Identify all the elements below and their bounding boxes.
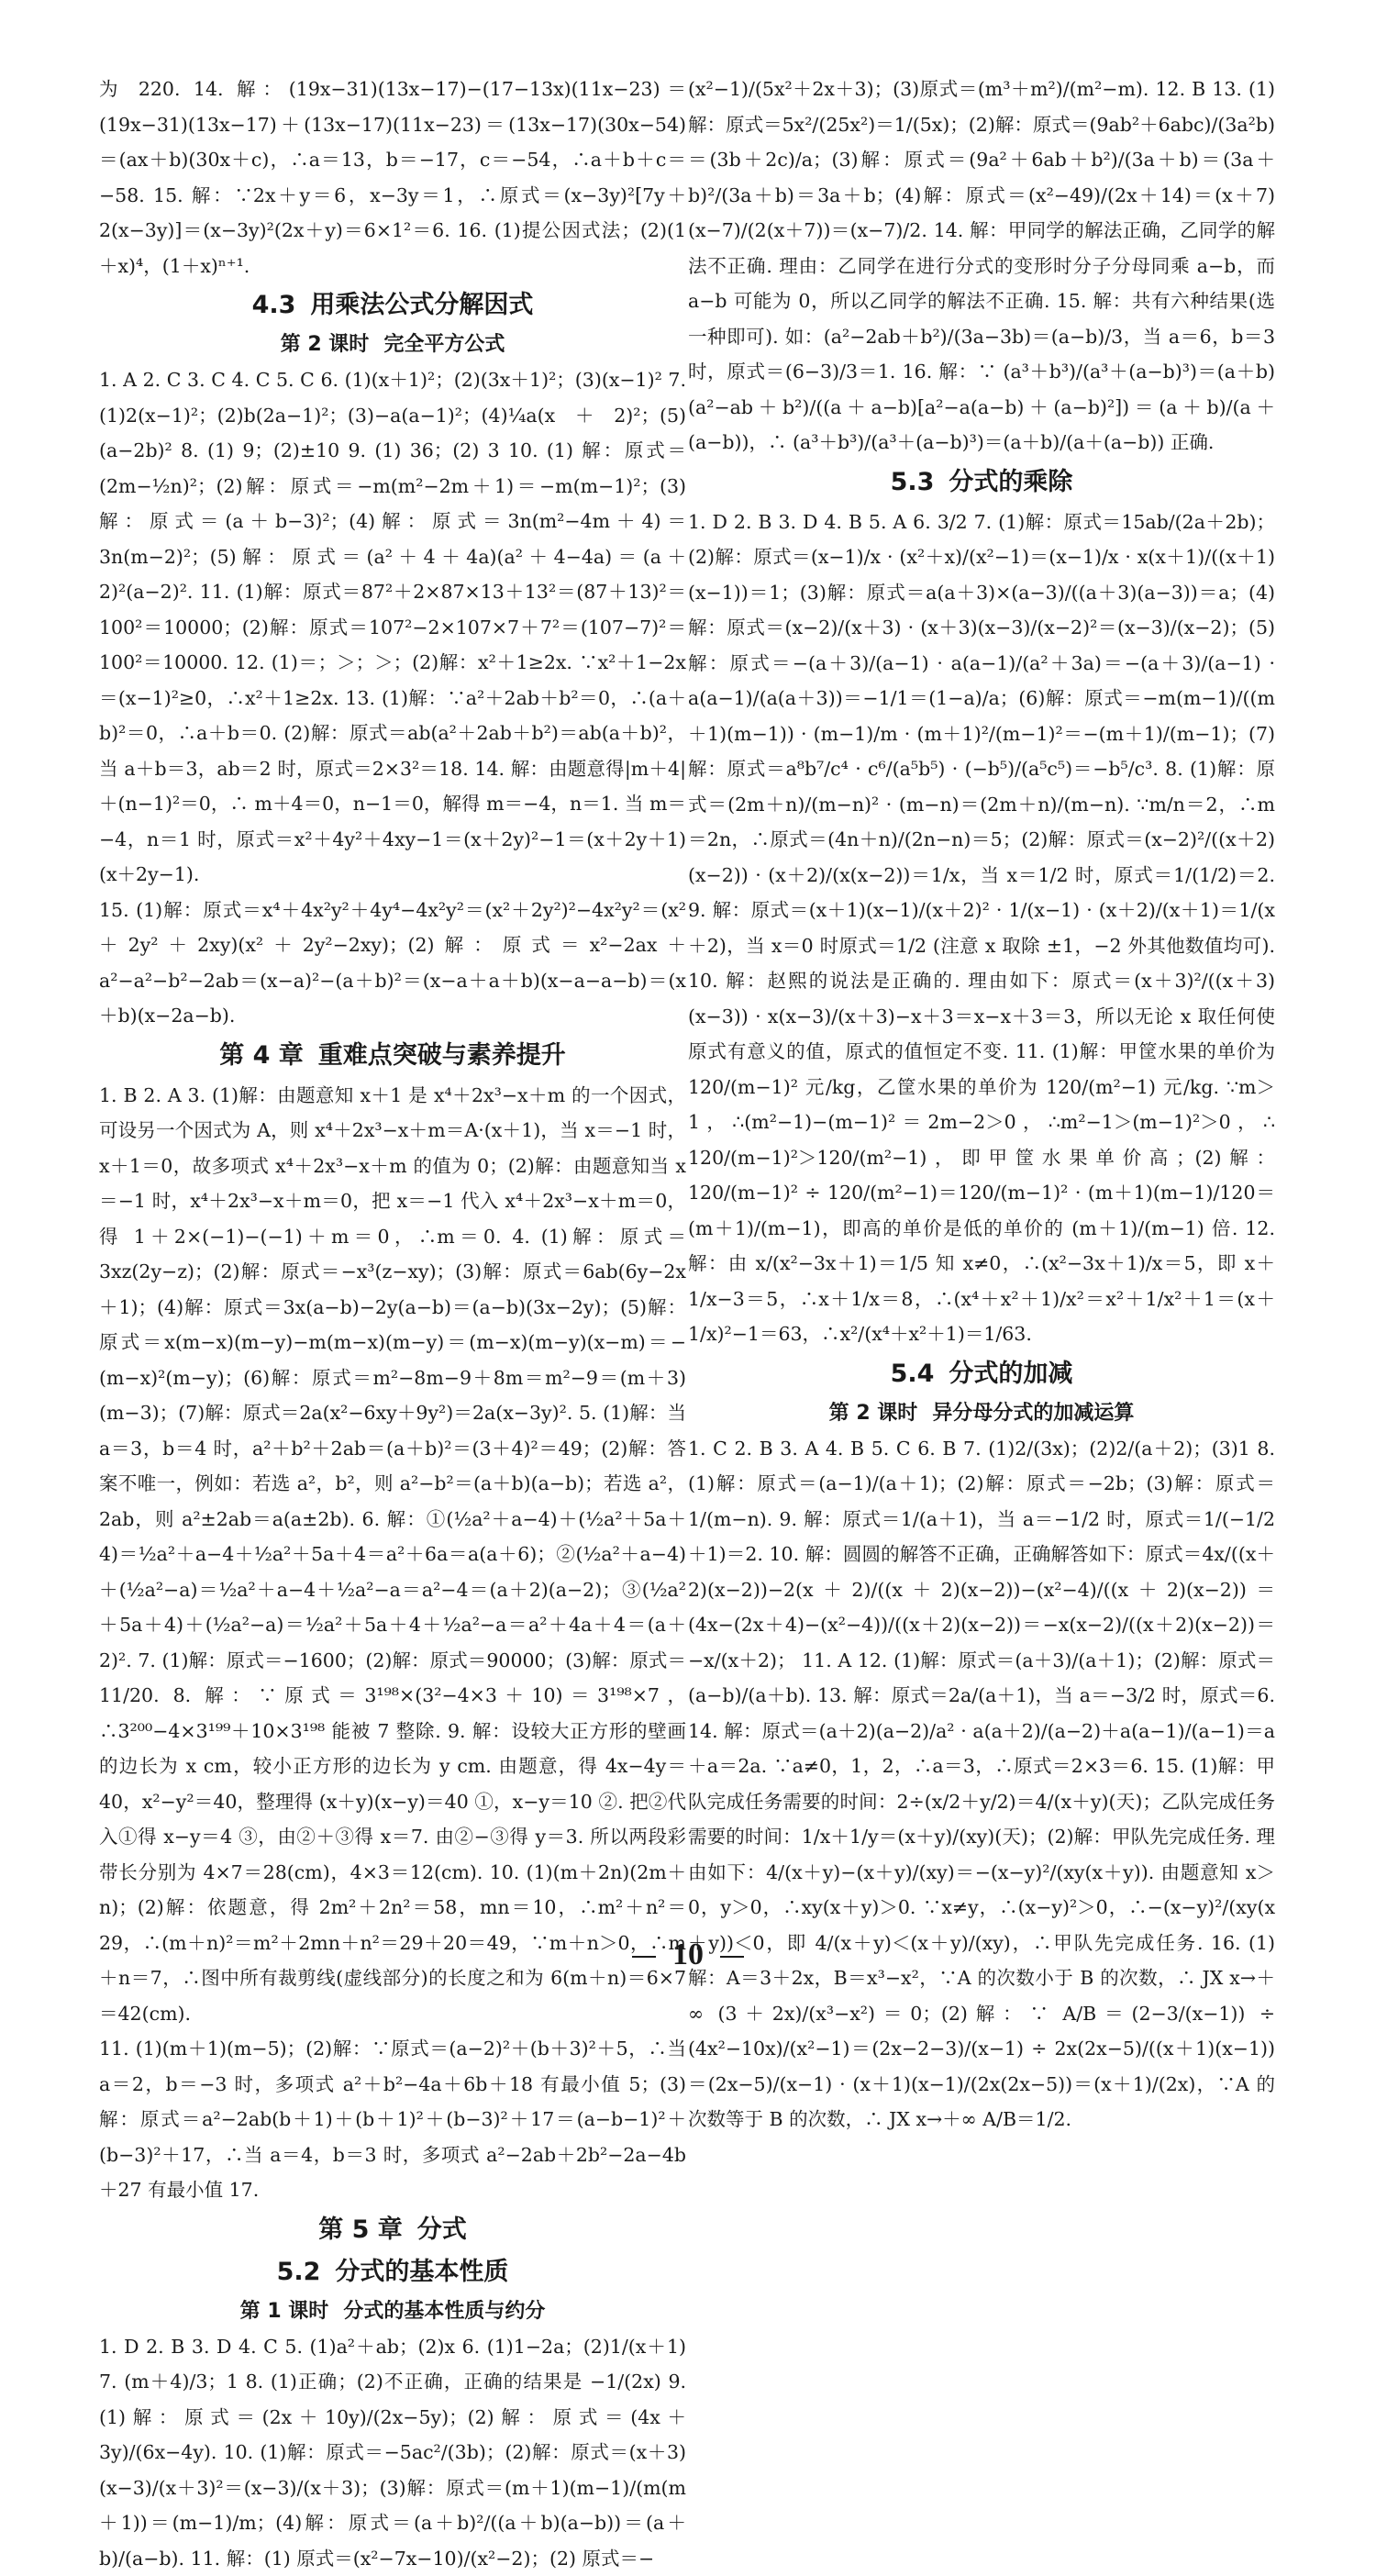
lesson-heading-4-3 [99, 328, 686, 362]
section-number: 5.2 [277, 2258, 321, 2286]
paragraph-5-4-answers: 1. C 2. B 3. A 4. B 5. C 6. B 7. (1)2/(3x)；(2)2/(a＋2)；(3)1 8. (1)解：原式＝(a−1)/(a＋1)；(2)解：原式＝−2b；(3)解：原式＝1/(m−n). 9. 解：原式＝1/(a＋1)，当 a＝−1/2 时，原式＝1/(−1/2＋1)＝2. 10. 解：圆圆的解答不正确，正确解答如下：原式＝4x/((x＋2)(x−2))−2(x＋2)/((x＋2)(x−2))−(x²−4)/((x＋2)(x−2))＝(4x−(2x＋4)−(x²−4))/((x＋2)(x−2))＝−x(x−2)/((x＋2)(x−2))＝−x/(x＋2)； 11. A 12. (1)解：原式＝(a＋3)/(a＋1)；(2)解：原式＝(a−b)/(a＋b). 13. 解：原式＝2a/(a＋1)，当 a＝−3/2 时，原式＝6. 14. 解：原式＝(a＋2)(a−2)/a² · a(a＋2)/(a−2)＋a(a−1)/(a−1)＝a＋a＝2a. ∵a≠0，1，2，∴a＝3，∴原式＝2×3＝6. 15. (1)解：甲队完成任务需要的时间：2÷(x/2＋y/2)＝4/(x＋y)(天)；乙队完成任务需要的时间：1/x＋1/y＝(x＋y)/(xy)(天)；(2)解：甲队先完成任务. 理由如下：4/(x＋y)−(x＋y)/(xy)＝−(x−y)²/(xy(x＋y)). 由题意知 x＞0，y＞0，∴xy(x＋y)＞0. ∵x≠y，∴(x−y)²＞0，∴−(x−y)²/(xy(x＋y))＜0，即 4/(x＋y)＜(x＋y)/(xy)，∴甲队先完成任务. 16. (1)解：A＝3＋2x，B＝x³−x²，∵A 的次数小于 B 的次数，∴ JX x→＋∞ (3＋2x)/(x³−x²)＝0；(2)解：∵ A/B＝(2−3/(x−1)) ÷ (4x²−10x)/(x²−1)＝(2x−2−3)/(x−1) ÷ 2x(2x−5)/((x＋1)(x−1))＝(2x−5)/(x−1) · (x＋1)(x−1)/(2x(2x−5))＝(x＋1)/(2x)，∵A 的次数等于 B 的次数，∴ JX x→＋∞ A/B＝1/2. [688, 1431, 1275, 2137]
lesson-heading-5-4 [688, 1396, 1275, 1431]
section-heading-5-3 [688, 462, 1275, 503]
chapter-heading-5 [99, 2210, 686, 2250]
lesson-heading-5-2 [99, 2294, 686, 2329]
section-heading-5-4 [688, 1354, 1275, 1394]
lesson-title: 完全平方公式 [383, 333, 505, 356]
chapter-title: 重难点突破与素养提升 [318, 1041, 566, 1070]
chapter-heading-4-review [99, 1036, 686, 1076]
chapter-title: 分式 [417, 2215, 467, 2244]
section-title: 用乘法公式分解因式 [310, 291, 533, 319]
paragraph-ch4-q11: 11. (1)(m＋1)(m−5)；(2)解：∵原式＝(a−2)²＋(b＋3)²＋5，∴当 a＝2，b＝−3 时，多项式 a²＋b²−4a＋6b＋18 有最小值 5；(3)解：原式＝a²−2ab(b＋1)＋(b＋1)²＋(b−3)²＋17＝(a−b−1)²＋(b−3)²＋17，∴当 a＝4，b＝3 时，多项式 a²−2ab＋2b²−2a−4b＋27 有最小值 17. [99, 2031, 686, 2208]
section-heading-5-2 [99, 2252, 686, 2293]
section-number: 4.3 [252, 291, 296, 319]
chapter-number: 第 5 章 [318, 2215, 403, 2244]
lesson-number: 第 1 课时 [240, 2300, 329, 2323]
right-column [688, 72, 1275, 1915]
section-heading-4-3 [99, 285, 686, 326]
paragraph-4-3-answers: 1. A 2. C 3. C 4. C 5. C 6. (1)(x＋1)²；(2)(3x＋1)²；(3)(x−1)² 7. (1)2(x−1)²；(2)b(2a−1)²；(3)−a(a−1)²；(4)¼a(x＋2)²；(5)(a−2b)² 8. (1) 9；(2)±10 9. (1) 36；(2) 3 10. (1) 解：原式＝(2m−½n)²；(2)解：原式＝−m(m²−2m＋1)＝−m(m−1)²；(3)解：原式＝(a＋b−3)²；(4)解：原式＝3n(m²−4m＋4)＝3n(m−2)²；(5)解：原式＝(a²＋4＋4a)(a²＋4−4a)＝(a＋2)²(a−2)². 11. (1)解：原式＝87²＋2×87×13＋13²＝(87＋13)²＝100²＝10000；(2)解：原式＝107²−2×107×7＋7²＝(107−7)²＝100²＝10000. 12. (1)＝；＞；＞；(2)解：x²＋1≥2x. ∵x²＋1−2x＝(x−1)²≥0，∴x²＋1≥2x. 13. (1)解：∵a²＋2ab＋b²＝0，∴(a＋b)²＝0，∴a＋b＝0. (2)解：原式＝ab(a²＋2ab＋b²)＝ab(a＋b)²，当 a＋b＝3，ab＝2 时，原式＝2×3²＝18. 14. 解：由题意得|m＋4|＋(n−1)²＝0，∴ m＋4＝0，n−1＝0，解得 m＝−4，n＝1. 当 m＝−4，n＝1 时，原式＝x²＋4y²＋4xy−1＝(x＋2y)²−1＝(x＋2y＋1)(x＋2y−1). [99, 362, 686, 893]
paragraph-4-2-answers: 为 220. 14. 解：(19x−31)(13x−17)−(17−13x)(11x−23)＝(19x−31)(13x−17)＋(13x−17)(11x−23)＝(13x−17)(30x−54)＝(ax＋b)(30x＋c)，∴a＝13，b＝−17，c＝−54，∴a＋b＋c＝−58. 15. 解：∵2x＋y＝6，x−3y＝1，∴原式＝(x−3y)²[7y＋2(x−3y)]＝(x−3y)²(2x＋y)＝6×1²＝6. 16. (1)提公因式法；(2)(1＋x)⁴，(1＋x)ⁿ⁺¹. [99, 72, 686, 283]
paragraph-ch4-answers: 1. B 2. A 3. (1)解：由题意知 x＋1 是 x⁴＋2x³−x＋m 的一个因式，可设另一个因式为 A，则 x⁴＋2x³−x＋m＝A·(x＋1)，当 x＝−1 时，x＋1＝0，故多项式 x⁴＋2x³−x＋m 的值为 0；(2)解：由题意知当 x＝−1 时，x⁴＋2x³−x＋m＝0，把 x＝−1 代入 x⁴＋2x³−x＋m＝0，得 1＋2×(−1)−(−1)＋m＝0，∴m＝0. 4. (1)解：原式＝3xz(2y−z)；(2)解：原式＝−x³(z−xy)；(3)解：原式＝6ab(6y−2x＋1)；(4)解：原式＝3x(a−b)−2y(a−b)＝(a−b)(3x−2y)；(5)解：原式＝x(m−x)(m−y)−m(m−x)(m−y)＝(m−x)(m−y)(x−m)＝−(m−x)²(m−y)；(6)解：原式＝m²−8m−9＋8m＝m²−9＝(m＋3)(m−3)；(7)解：原式＝2a(x²−6xy＋9y²)＝2a(x−3y)². 5. (1)解：当 a＝3，b＝4 时，a²＋b²＋2ab＝(a＋b)²＝(3＋4)²＝49；(2)解：答案不唯一，例如：若选 a²，b²，则 a²−b²＝(a＋b)(a−b)；若选 a²，2ab，则 a²±2ab＝a(a±2b). 6. 解：①(½a²＋a−4)＋(½a²＋5a＋4)＝½a²＋a−4＋½a²＋5a＋4＝a²＋6a＝a(a＋6)；②(½a²＋a−4)＋(½a²−a)＝½a²＋a−4＋½a²−a＝a²−4＝(a＋2)(a−2)；③(½a²＋5a＋4)＋(½a²−a)＝½a²＋5a＋4＋½a²−a＝a²＋4a＋4＝(a＋2)². 7. (1)解：原式＝−1600；(2)解：原式＝90000；(3)解：原式＝11/20. 8. 解：∵原式＝3¹⁹⁸×(3²−4×3＋10)＝3¹⁹⁸×7，∴3²⁰⁰−4×3¹⁹⁹＋10×3¹⁹⁸ 能被 7 整除. 9. 解：设较大正方形的壁画的边长为 x cm，较小正方形的边长为 y cm. 由题意，得 4x−4y＝40，x²−y²＝40，整理得 (x＋y)(x−y)＝40 ①，x−y＝10 ②. 把②代入①得 x−y＝4 ③，由②＋③得 x＝7. 由②−③得 y＝3. 所以两段彩带长分别为 4×7＝28(cm)，4×3＝12(cm). 10. (1)(m＋2n)(2m＋n)；(2)解：依题意，得 2m²＋2n²＝58，mn＝10，∴m²＋n²＝29，∴(m＋n)²＝m²＋2mn＋n²＝29＋20＝49，∵m＋n＞0，∴m＋n＝7，∴图中所有裁剪线(虚线部分)的长度之和为 6(m＋n)＝6×7＝42(cm). [99, 1078, 686, 2032]
section-title: 分式的乘除 [949, 468, 1072, 496]
paragraph-5-2-continued: (x²−1)/(5x²＋2x＋3)；(3)原式＝(m³＋m²)/(m²−m). 12. B 13. (1)解：原式＝5x²/(25x²)＝1/(5x)；(2)解：原式＝(9ab²＋6abc)/(3a²b)＝(3b＋2c)/a；(3)解：原式＝(9a²＋6ab＋b²)/(3a＋b)＝(3a＋b)²/(3a＋b)＝3a＋b；(4)解：原式＝(x²−49)/(2x＋14)＝(x＋7)(x−7)/(2(x＋7))＝(x−7)/2. 14. 解：甲同学的解法正确，乙同学的解法不正确. 理由：乙同学在进行分式的变形时分子分母同乘 a−b，而 a−b 可能为 0，所以乙同学的解法不正确. 15. 解：共有六种结果(选一种即可). 如：(a²−2ab＋b²)/(3a−3b)＝(a−b)/3，当 a＝6，b＝3 时，原式＝(6−3)/3＝1. 16. 解：∵ (a³＋b³)/(a³＋(a−b)³)＝(a＋b)(a²−ab＋b²)/((a＋a−b)[a²−a(a−b)＋(a−b)²])＝(a＋b)/(a＋(a−b))，∴ (a³＋b³)/(a³＋(a−b)³)＝(a＋b)/(a＋(a−b)) 正确. [688, 72, 1275, 461]
paragraph-4-3-q15: 15. (1)解：原式＝x⁴＋4x²y²＋4y⁴−4x²y²＝(x²＋2y²)²−4x²y²＝(x²＋2y²＋2xy)(x²＋2y²−2xy)；(2)解：原式＝x²−2ax＋a²−a²−b²−2ab＝(x−a)²−(a＋b)²＝(x−a＋a＋b)(x−a−a−b)＝(x＋b)(x−2a−b). [99, 893, 686, 1034]
lesson-title: 分式的基本性质与约分 [343, 2300, 545, 2323]
paragraph-5-2-answers: 1. D 2. B 3. D 4. C 5. (1)a²＋ab；(2)x 6. (1)1−2a；(2)1/(x＋1) 7. (m＋4)/3；1 8. (1)正确；(2)不正确，正确的结果是 −1/(2x) 9. (1)解：原式＝(2x＋10y)/(2x−5y)；(2)解：原式＝(4x＋3y)/(6x−4y). 10. (1)解：原式＝−5ac²/(3b)；(2)解：原式＝(x＋3)(x−3)/(x＋3)²＝(x−3)/(x＋3)；(3)解：原式＝(m＋1)(m−1)/(m(m＋1))＝(m−1)/m；(4)解：原式＝(a＋b)²/((a＋b)(a−b))＝(a＋b)/(a−b). 11. 解：(1) 原式＝(x²−7x−10)/(x²−2)；(2) 原式＝− [99, 2329, 686, 2576]
section-title: 分式的基本性质 [335, 2258, 508, 2286]
lesson-number: 第 2 课时 [281, 333, 370, 356]
page-number: 10 [0, 1938, 1376, 1972]
chapter-number: 第 4 章 [219, 1041, 304, 1070]
section-title: 分式的加减 [949, 1360, 1072, 1388]
paragraph-5-3-answers: 1. D 2. B 3. D 4. B 5. A 6. 3/2 7. (1)解：原式＝15ab/(2a＋2b)；(2)解：原式＝(x−1)/x · (x²＋x)/(x²−1)＝(x−1)/x · x(x＋1)/((x＋1)(x−1))＝1；(3)解：原式＝a(a＋3)×(a−3)/((a＋3)(a−3))＝a；(4)解：原式＝(x−2)/(x＋3) · (x＋3)(x−3)/(x−2)²＝(x−3)/(x−2)；(5)解：原式＝−(a＋3)/(a−1) · a(a−1)/(a²＋3a)＝−(a＋3)/(a−1) · a(a−1)/(a(a＋3))＝−1/1＝(1−a)/a；(6)解：原式＝−m(m−1)/((m＋1)(m−1)) · (m−1)/m · (m＋1)²/(m−1)²＝−(m＋1)/(m−1)；(7)解：原式＝a⁸b⁷/c⁴ · c⁶/(a⁵b⁵) · (−b⁵)/(a⁵c⁵)＝−b⁵/c³. 8. (1)解：原式＝(2m＋n)/(m−n)² · (m−n)＝(2m＋n)/(m−n). ∵m/n＝2，∴m＝2n，∴原式＝(4n＋n)/(2n−n)＝5；(2)解：原式＝(x−2)²/((x＋2)(x−2)) · (x＋2)/(x(x−2))＝1/x，当 x＝1/2 时，原式＝1/(1/2)＝2. 9. 解：原式＝(x＋1)(x−1)/(x＋2)² · 1/(x−1) · (x＋2)/(x＋1)＝1/(x＋2)，当 x＝0 时原式＝1/2 (注意 x 取除 ±1，−2 外其他数值均可). 10. 解：赵熙的说法是正确的. 理由如下：原式＝(x＋3)²/((x＋3)(x−3)) · x(x−3)/(x＋3)−x＋3＝x−x＋3＝3，所以无论 x 取任何使原式有意义的值，原式的值恒定不变. 11. (1)解：甲筐水果的单价为 120/(m−1)² 元/kg，乙筐水果的单价为 120/(m²−1) 元/kg. ∵m＞1，∴(m²−1)−(m−1)²＝2m−2＞0，∴m²−1＞(m−1)²＞0，∴ 120/(m−1)²＞120/(m²−1)，即甲筐水果单价高；(2)解：120/(m−1)² ÷ 120/(m²−1)＝120/(m−1)² · (m＋1)(m−1)/120＝(m＋1)/(m−1)，即高的单价是低的单价的 (m＋1)/(m−1) 倍. 12. 解：由 x/(x²−3x＋1)＝1/5 知 x≠0，∴(x²−3x＋1)/x＝5，即 x＋1/x−3＝5，∴x＋1/x＝8，∴(x⁴＋x²＋1)/x²＝x²＋1/x²＋1＝(x＋1/x)²−1＝63，∴x²/(x⁴＋x²＋1)＝1/63. [688, 505, 1275, 1352]
section-number: 5.3 [891, 468, 935, 496]
section-number: 5.4 [891, 1360, 935, 1388]
lesson-title: 异分母分式的加减运算 [932, 1402, 1134, 1425]
lesson-number: 第 2 课时 [829, 1402, 918, 1425]
left-column [99, 72, 686, 1915]
